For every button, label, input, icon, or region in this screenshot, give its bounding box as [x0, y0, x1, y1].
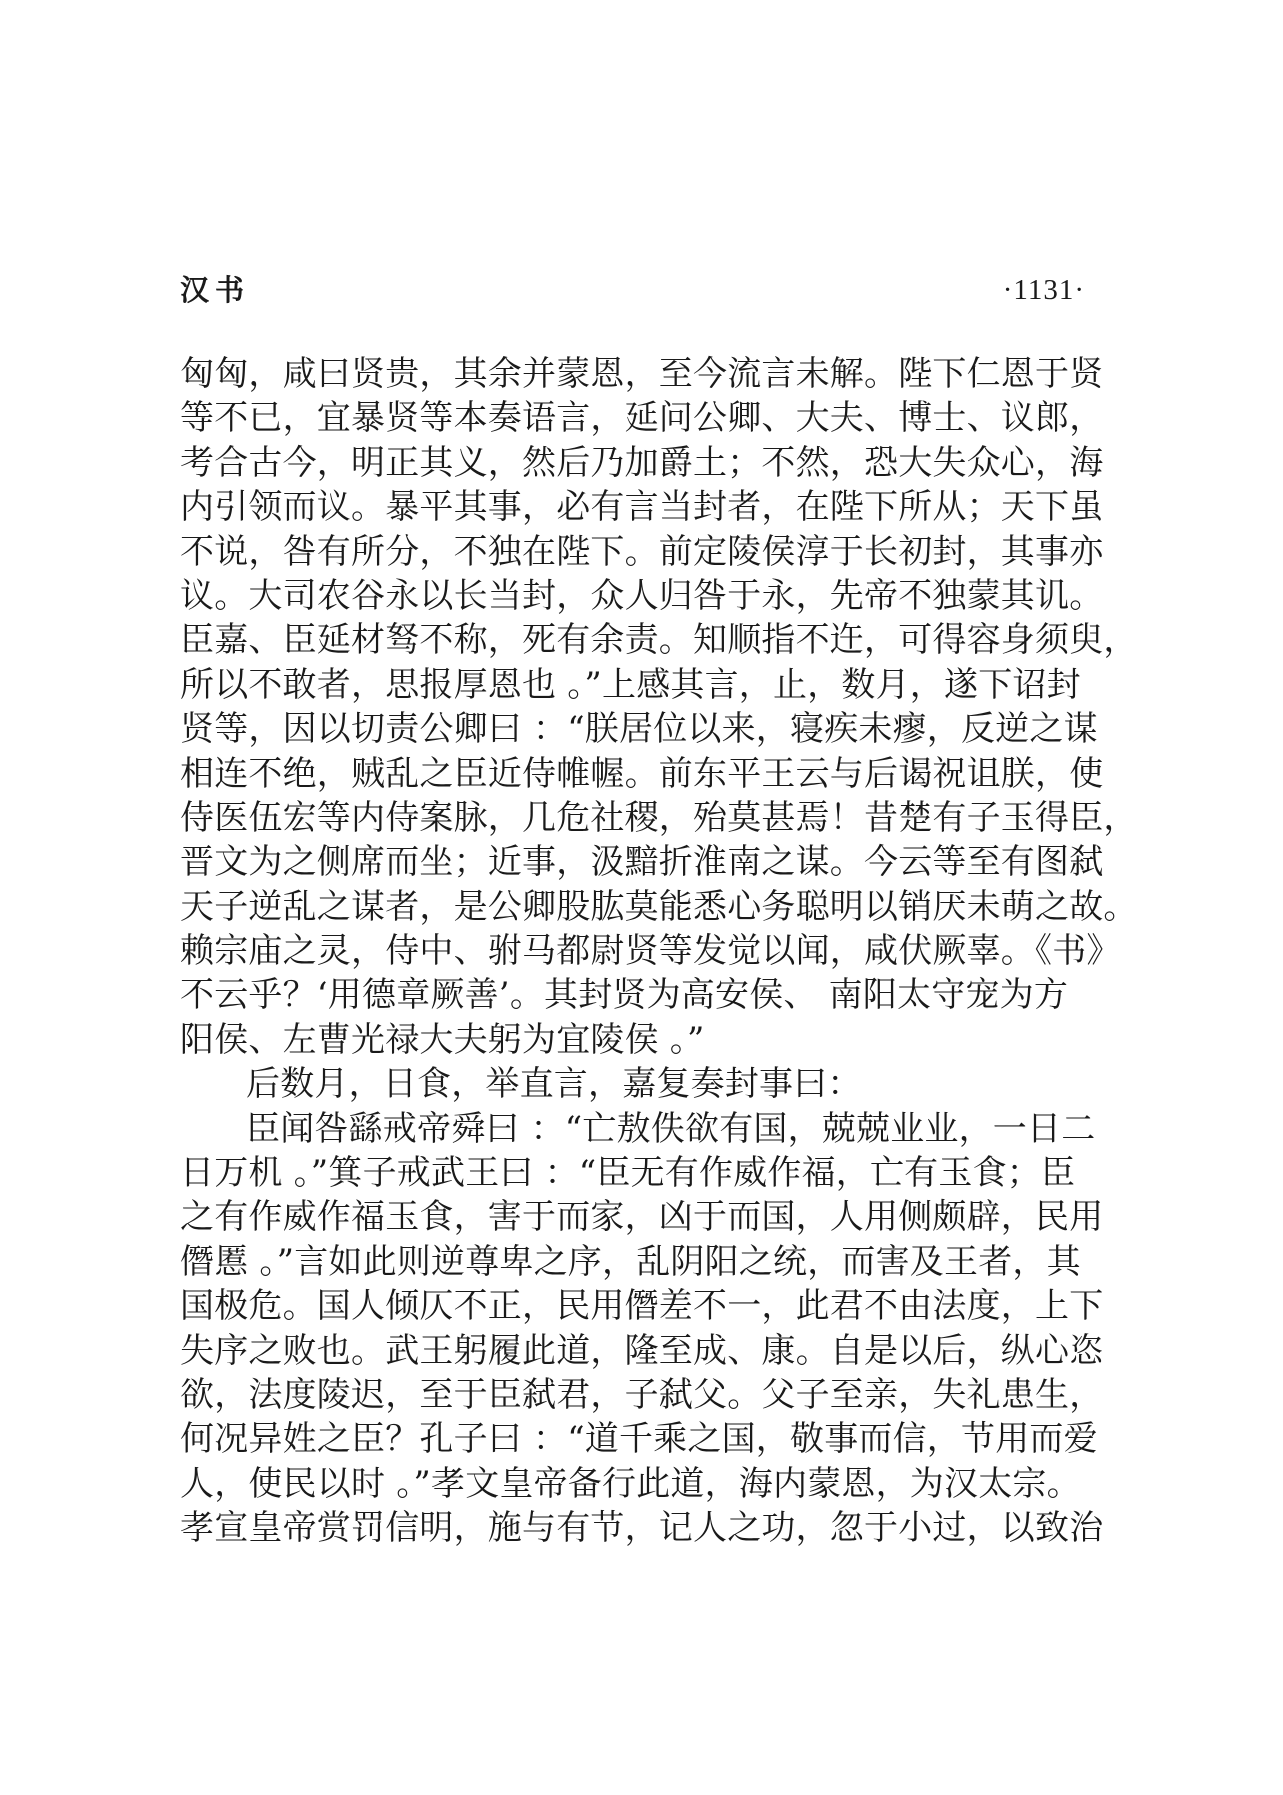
text-line: 失序之败也。武王躬履此道，隆至成、康。自是以后，纵心恣 [180, 1330, 1104, 1371]
text-line: 欲，法度陵迟，至于臣弑君，子弑父。父子至亲，失礼患生， [180, 1374, 1104, 1415]
text-line: 臣嘉、臣延材驽不称，死有余责。知顺指不迕，可得容身须臾， [180, 620, 1138, 661]
running-header [180, 268, 1085, 312]
text-line: 僭慝 。”言如此则逆尊卑之序，乱阴阳之统，而害及王者，其 [180, 1241, 1081, 1282]
text-line: 考合古今，明正其义，然后乃加爵土；不然，恐大失众心，海 [180, 442, 1104, 483]
text-line: 何况异姓之臣？孔子曰 ：“道千乘之国，敬事而信，节用而爱 [180, 1419, 1098, 1460]
text-line: 不云乎？‘用德章厥善’。其封贤为高安侯、 南阳太守宠为方 [180, 975, 1069, 1016]
text-line: 匈匈，咸曰贤贵，其余并蒙恩，至今流言未解。陛下仁恩于贤 [180, 354, 1104, 394]
text-line: 晋文为之侧席而坐；近事，汲黯折淮南之谋。今云等至有图弑 [180, 842, 1104, 883]
page-number: ·1131· [1002, 274, 1085, 306]
text-line: 天子逆乱之谋者，是公卿股肱莫能悉心务聪明以销厌未萌之故。 [180, 886, 1138, 927]
text-line: 人，使民以时 。”孝文皇帝备行此道，海内蒙恩，为汉太宗。 [180, 1463, 1081, 1504]
text-line: 后数月，日食，举直言，嘉复奏封事曰： [246, 1064, 862, 1105]
text-line: 日万机 。”箕子戒武王曰 ：“臣无有作威作福，亡有玉食；臣 [180, 1153, 1076, 1194]
body-text [180, 352, 1138, 1551]
text-line: 孝宣皇帝赏罚信明，施与有节，记人之功，忽于小过，以致治 [180, 1508, 1104, 1549]
text-line: 侍医伍宏等内侍案脉，几危社稷，殆莫甚焉！昔楚有子玉得臣， [180, 797, 1138, 838]
book-title: 汉书 [180, 273, 251, 307]
text-line: 议。大司农谷永以长当封，众人归咎于永，先帝不独蒙其讥。 [180, 575, 1104, 616]
text-line: 等不已，宜暴贤等本奏语言，延问公卿、大夫、博士、议郎， [180, 398, 1104, 439]
text-line: 所以不敢者，思报厚恩也 。”上感其言，止，数月，遂下诏封 [180, 664, 1081, 705]
text-line: 国极危。国人倾仄不正，民用僭差不一，此君不由法度，上下 [180, 1286, 1104, 1327]
text-line: 臣闻咎繇戒帝舜曰 ：“亡敖佚欲有国，兢兢业业，一日二 [246, 1108, 1096, 1149]
text-line: 之有作威作福玉食，害于而家，凶于而国，人用侧颇辟，民用 [180, 1197, 1104, 1238]
text-line: 内引领而议。暴平其事，必有言当封者，在陛下所从；天下虽 [180, 487, 1104, 528]
text-line: 阳侯、左曹光禄大夫躬为宜陵侯 。” [180, 1019, 705, 1060]
text-line: 相连不绝，贼乱之臣近侍帷幄。前东平王云与后谒祝诅朕，使 [180, 753, 1104, 794]
text-line: 贤等，因以切责公卿曰 ：“朕居位以来，寝疾未瘳，反逆之谋 [180, 709, 1098, 750]
text-line: 不说，咎有所分，不独在陛下。前定陵侯淳于长初封，其事亦 [180, 531, 1104, 572]
text-line: 赖宗庙之灵，侍中、驸马都尉贤等发觉以闻，咸伏厥辜。《书》 [180, 931, 1121, 972]
